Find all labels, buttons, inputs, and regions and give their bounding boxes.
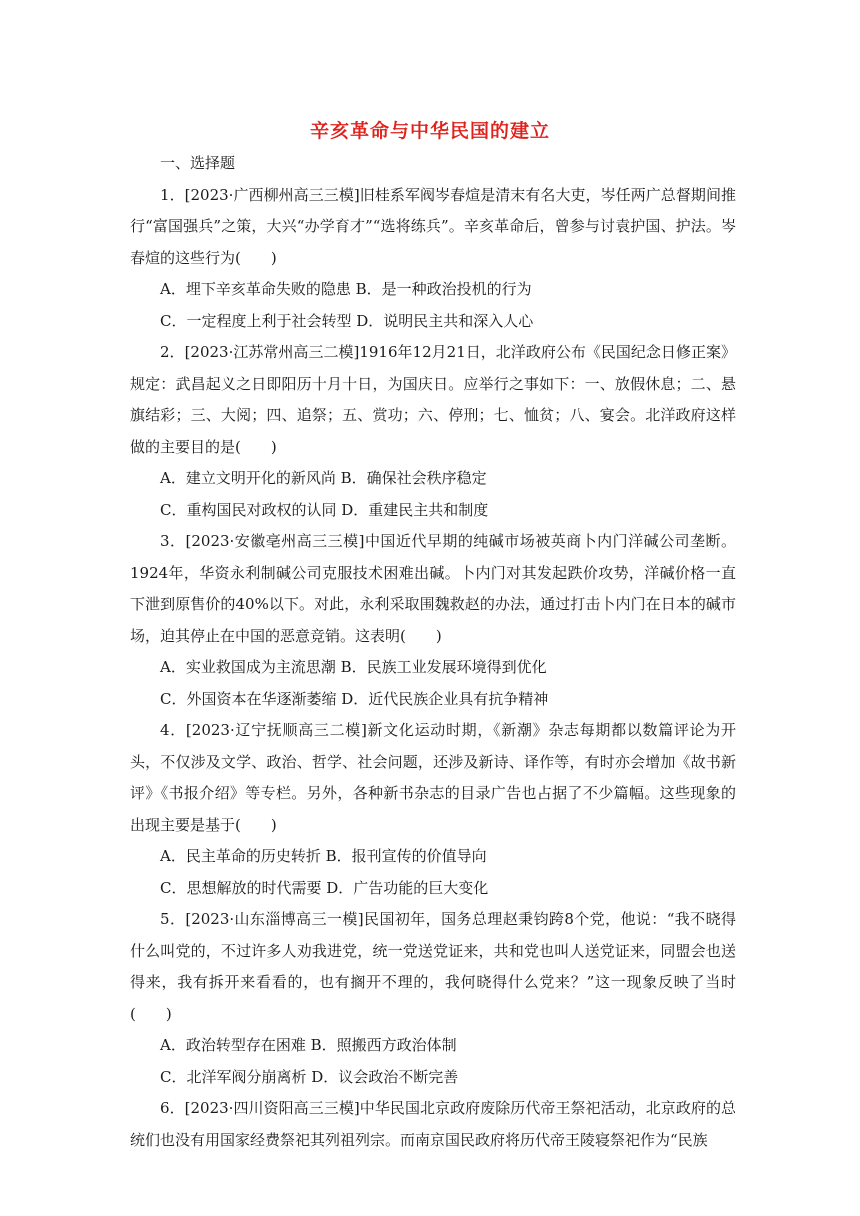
question-stem: 1．[2023·广西柳州高三三模]旧桂系军阀岑春煊是清末有名大吏，岑任两广总督期间推行“富国强兵”之策，大兴“办学育才”“选将练兵”。辛亥革命后，曾参与讨袁护国、护法。岑春煊的这些行为( ) <box>130 185 736 267</box>
question-stem: 2．[2023·江苏常州高三二模]1916年12月21日，北洋政府公布《民国纪念日修正案》规定：武昌起义之日即阳历十月十日，为国庆日。应举行之事如下：一、放假休息；二、悬旗结彩；三、大阅；四、追祭；五、赏功；六、停刑；七、恤贫；八、宴会。北洋政府这样做的主要目的是( ) <box>130 343 736 456</box>
question-4 <box>130 715 736 904</box>
option-row-ab: A．民主革命的历史转折 B．报刊宣传的价值导向 <box>160 847 487 865</box>
option-row-ab: A．建立文明开化的新风尚 B．确保社会秩序稳定 <box>160 469 487 487</box>
option-row-ab: A．埋下辛亥革命失败的隐患 B．是一种政治投机的行为 <box>160 280 532 298</box>
option-row-ab: A．实业救国成为主流思潮 B．民族工业发展环境得到优化 <box>160 658 547 676</box>
question-5 <box>130 904 736 1093</box>
option-row-cd: C．一定程度上利于社会转型 D．说明民主共和深入人心 <box>160 311 534 330</box>
question-stem: 4．[2023·辽宁抚顺高三二模]新文化运动时期，《新潮》杂志每期都以数篇评论为开头，不仅涉及文学、政治、哲学、社会问题，还涉及新诗、译作等，有时亦会增加《故书新评》《书报介绍》等专栏。另外，各种新书杂志的目录广告也占据了不少篇幅。这些现象的出现主要是基于( ) <box>130 721 736 834</box>
option-row-cd: C．外国资本在华逐渐萎缩 D．近代民族企业具有抗争精神 <box>160 689 549 708</box>
option-row-cd: C．重构国民对政权的认同 D．重建民主共和制度 <box>160 500 489 519</box>
option-row-cd: C．北洋军阀分崩离析 D．议会政治不断完善 <box>160 1067 459 1086</box>
page-title: 辛亥革命与中华民国的建立 <box>309 120 550 142</box>
option-row-cd: C．思想解放的时代需要 D．广告功能的巨大变化 <box>160 878 489 897</box>
question-6 <box>130 1093 736 1156</box>
question-3 <box>130 526 736 715</box>
option-row-ab: A．政治转型存在困难 B．照搬西方政治体制 <box>160 1036 457 1054</box>
question-stem: 3．[2023·安徽亳州高三三模]中国近代早期的纯碱市场被英商卜内门洋碱公司垄断。1924年，华资永利制碱公司克服技术困难出碱。卜内门对其发起跌价攻势，洋碱价格一直下泄到原售价的40%以下。对此，永利采取围魏救赵的办法，通过打击卜内门在日本的碱市场，迫其停止在中国的恶意竞销。这表明( ) <box>130 532 736 645</box>
question-list <box>130 148 736 1156</box>
question-1 <box>130 180 736 338</box>
section-heading: 一、选择题 <box>160 154 236 172</box>
question-stem: 5．[2023·山东淄博高三一模]民国初年，国务总理赵秉钧跨8个党，他说：“我不晓得什么叫党的，不过许多人劝我进党，统一党送党证来，共和党也叫人送党证来，同盟会也送得来，我有拆开来看看的，也有搁开不理的，我何晓得什么党来？”这一现象反映了当时( ) <box>130 910 736 1023</box>
question-2 <box>130 337 736 526</box>
question-stem: 6．[2023·四川资阳高三三模]中华民国北京政府废除历代帝王祭祀活动，北京政府的总统们也没有用国家经费祭祀其列祖列宗。而南京国民政府将历代帝王陵寝祭祀作为“民族 <box>130 1099 736 1149</box>
